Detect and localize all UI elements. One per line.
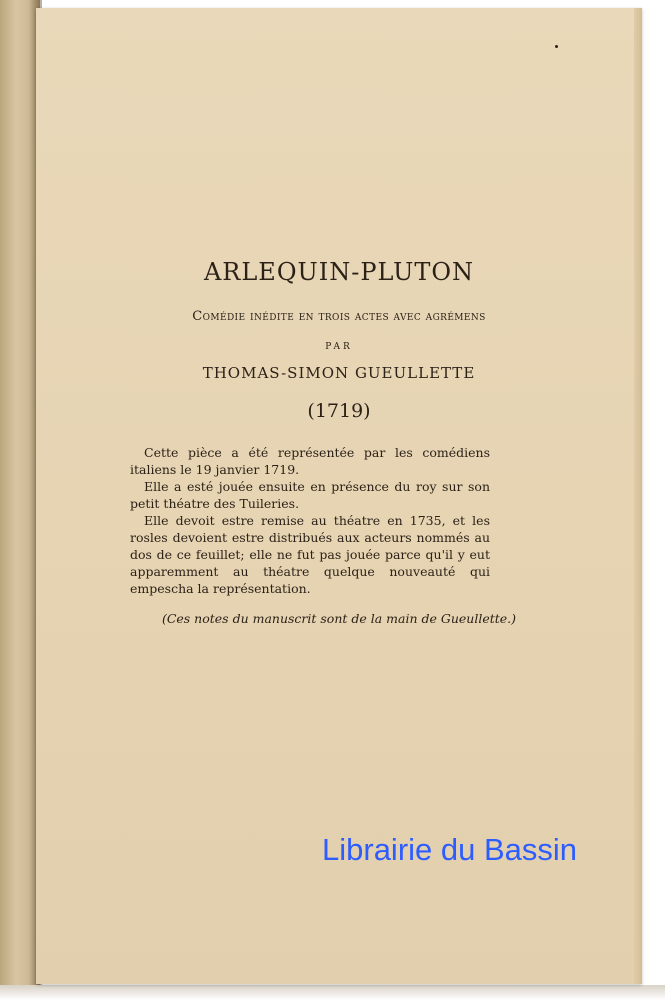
page-title: ARLEQUIN-PLUTON [203, 258, 475, 286]
note-paragraph-1: Cette pièce a été représentée par les comédiens italiens le 19 janvier 1719. [130, 445, 490, 477]
notes-block [130, 444, 490, 597]
year: (1719) [307, 400, 371, 422]
by-label: PAR [325, 342, 353, 352]
manuscript-note: (Ces notes du manuscrit sont de la main de Gueullette.) [161, 611, 517, 626]
watermark-text: Librairie du Bassin [322, 832, 578, 867]
page-subtitle: Comédie inédite en trois actes avec agrémens [192, 309, 486, 324]
note-paragraph-3: Elle devoit estre remise au théatre en 1735, et les rosles devoient estre distribués aux acteurs nommés au dos de ce feuillet; elle ne fut pas jouée parce qu'il y eut apparemment au théatre quelque nouveauté qui empescha la représentation. [130, 513, 490, 596]
bottom-shadow [0, 985, 665, 1000]
author-name: THOMAS-SIMON GUEULLETTE [202, 364, 476, 382]
note-paragraph-2: Elle a esté jouée ensuite en présence du roy sur son petit théatre des Tuileries. [130, 479, 490, 511]
